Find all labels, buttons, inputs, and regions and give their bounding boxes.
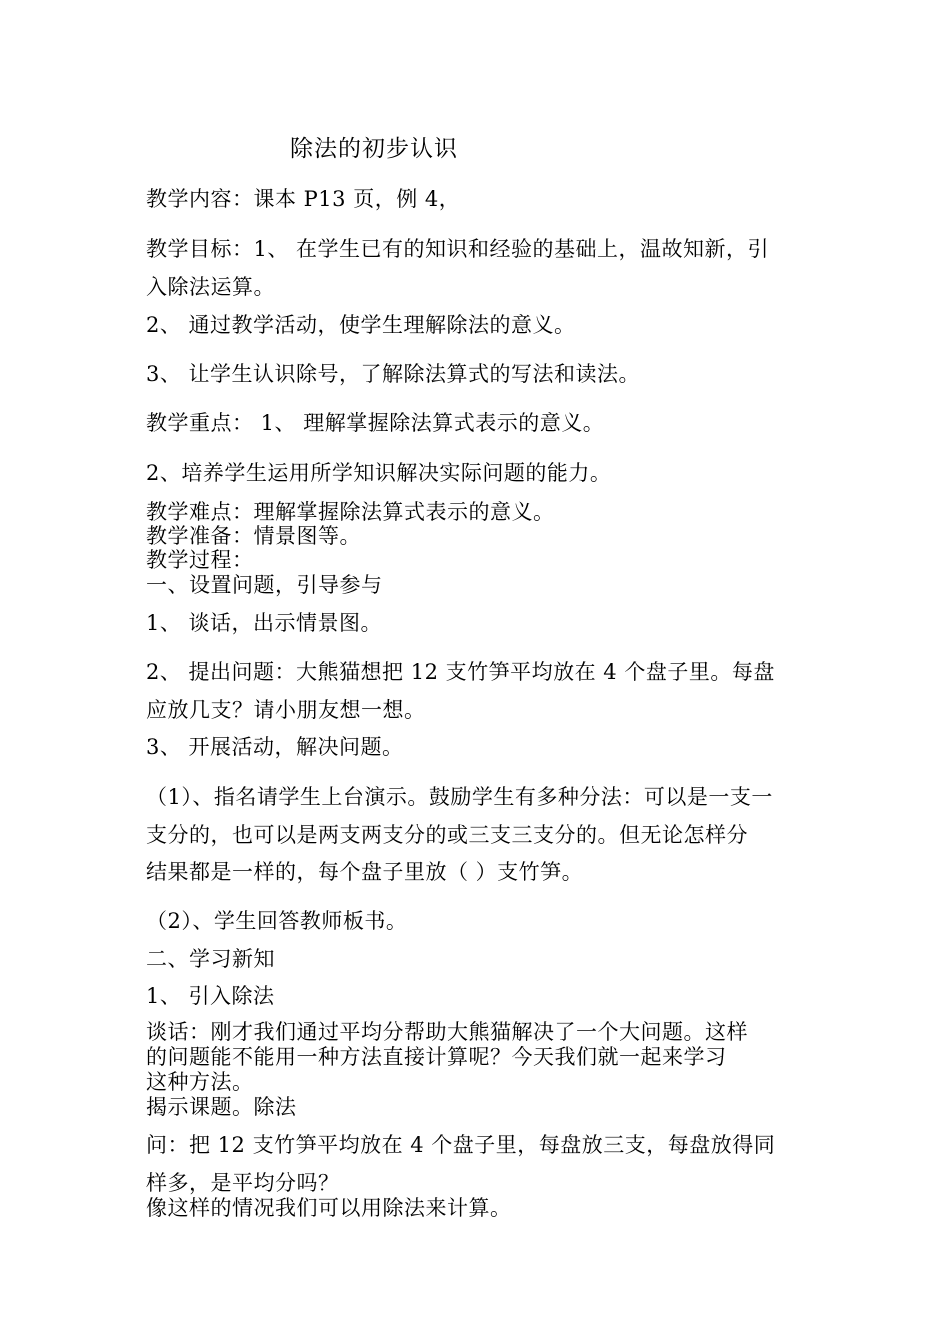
- text-line-goal-2: 2、 通过教学活动，使学生理解除法的意义。: [146, 313, 576, 337]
- text-line-reveal-topic: 揭示课题。除法: [146, 1095, 297, 1119]
- text-line-step-3: 3、 开展活动，解决问题。: [146, 735, 404, 759]
- text-line-talk: 谈话：刚才我们通过平均分帮助大熊猫解决了一个大问题。这样: [146, 1020, 748, 1044]
- text-line-preparation: 教学准备：情景图等。: [146, 524, 361, 548]
- text-line-key-point-2: 2、培养学生运用所学知识解决实际问题的能力。: [146, 461, 612, 485]
- text-line-talk-cont-a: 的问题能不能用一种方法直接计算呢？今天我们就一起来学习: [146, 1045, 727, 1069]
- text-line-goal-1: 教学目标：1、 在学生已有的知识和经验的基础上，温故知新，引: [146, 237, 770, 261]
- text-line-teaching-content: 教学内容：课本 P13 页，例 4，: [146, 187, 461, 211]
- text-line-intro-division: 1、 引入除法: [146, 984, 275, 1008]
- text-line-step-2-cont: 应放几支？请小朋友想一想。: [146, 698, 426, 722]
- text-line-section-2: 二、学习新知: [146, 947, 275, 971]
- text-line-step-1: 1、 谈话，出示情景图。: [146, 611, 383, 635]
- text-line-step-2: 2、 提出问题：大熊猫想把 12 支竹笋平均放在 4 个盘子里。每盘: [146, 660, 775, 684]
- text-line-process: 教学过程：: [146, 548, 254, 572]
- text-line-difficulty: 教学难点：理解掌握除法算式表示的意义。: [146, 500, 555, 524]
- document-title: 除法的初步认识: [290, 136, 458, 162]
- text-line-talk-cont-b: 这种方法。: [146, 1070, 254, 1094]
- text-line-activity-1: （1）、指名请学生上台演示。鼓励学生有多种分法：可以是一支一: [146, 785, 773, 809]
- text-line-goal-3: 3、 让学生认识除号，了解除法算式的写法和读法。: [146, 362, 641, 386]
- text-line-question: 问：把 12 支竹笋平均放在 4 个盘子里，每盘放三支，每盘放得同: [146, 1133, 776, 1157]
- text-line-conclusion: 像这样的情况我们可以用除法来计算。: [146, 1196, 512, 1220]
- text-line-activity-2: （2）、学生回答教师板书。: [146, 909, 408, 933]
- text-line-activity-1-cont-b: 结果都是一样的，每个盘子里放（ ）支竹笋。: [146, 860, 584, 884]
- text-line-activity-1-cont-a: 支分的，也可以是两支两支分的或三支三支分的。但无论怎样分: [146, 823, 748, 847]
- text-line-question-cont: 样多，是平均分吗？: [146, 1171, 340, 1195]
- text-line-key-point-1: 教学重点： 1、 理解掌握除法算式表示的意义。: [146, 411, 605, 435]
- text-line-goal-1-cont: 入除法运算。: [146, 275, 275, 299]
- text-line-section-1: 一、设置问题，引导参与: [146, 573, 383, 597]
